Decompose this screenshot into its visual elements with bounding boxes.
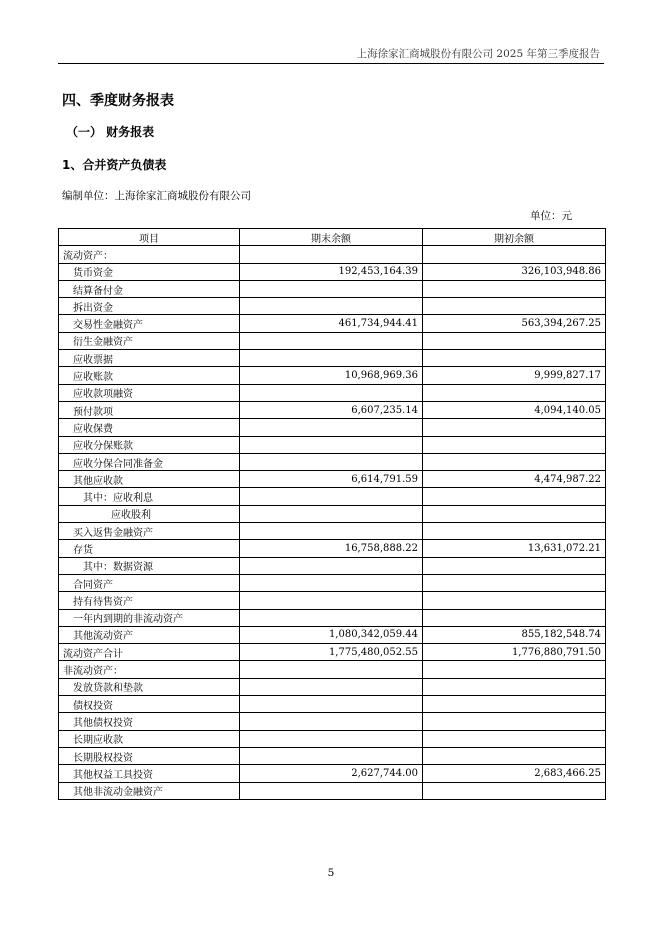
row-label: 其他债权投资	[59, 713, 240, 730]
beginning-balance-cell	[423, 713, 606, 730]
page-number: 5	[327, 867, 335, 879]
beginning-balance-cell	[423, 350, 606, 367]
header-divider	[58, 63, 604, 64]
row-label: 应收分保账款	[59, 436, 240, 453]
beginning-balance-cell	[423, 419, 606, 436]
ending-balance-cell	[240, 557, 423, 574]
row-label: 应收账款	[59, 367, 240, 384]
row-label: 其他应收款	[59, 471, 240, 488]
row-label: 拆出资金	[59, 298, 240, 315]
ending-balance-cell	[240, 350, 423, 367]
row-label: 流动资产：	[59, 246, 240, 263]
ending-balance-cell	[240, 436, 423, 453]
beginning-balance-cell	[423, 609, 606, 626]
ending-balance-cell	[240, 280, 423, 297]
table-row	[59, 782, 606, 799]
row-label: 债权投资	[59, 696, 240, 713]
table-body	[59, 246, 606, 800]
beginning-balance-cell	[423, 436, 606, 453]
beginning-balance-cell: 4,474,987.22	[423, 471, 606, 488]
ending-balance-cell	[240, 453, 423, 470]
table-row	[59, 523, 606, 540]
ending-balance-cell: 16,758,888.22	[240, 540, 423, 557]
beginning-balance-cell	[423, 730, 606, 747]
row-label: 应收保费	[59, 419, 240, 436]
beginning-balance-cell: 4,094,140.05	[423, 401, 606, 418]
beginning-balance-cell	[423, 246, 606, 263]
row-label: 发放贷款和垫款	[59, 678, 240, 695]
ending-balance-cell	[240, 609, 423, 626]
ending-balance-cell	[240, 678, 423, 695]
ending-balance-cell	[240, 384, 423, 401]
beginning-balance-cell: 9,999,827.17	[423, 367, 606, 384]
row-label: 存货	[59, 540, 240, 557]
ending-balance-cell	[240, 419, 423, 436]
column-header-ending-balance: 期末余额	[240, 229, 423, 246]
preparing-entity: 编制单位：上海徐家汇商城股份有限公司	[62, 190, 251, 202]
row-label: 应收款项融资	[59, 384, 240, 401]
column-header-beginning-balance: 期初余额	[423, 229, 606, 246]
row-label: 其他流动资产	[59, 626, 240, 643]
beginning-balance-cell	[423, 557, 606, 574]
row-label: 其中：数据资源	[59, 557, 240, 574]
beginning-balance-cell	[423, 298, 606, 315]
beginning-balance-cell	[423, 453, 606, 470]
beginning-balance-cell	[423, 505, 606, 522]
column-header-item: 项目	[59, 229, 240, 246]
ending-balance-cell: 2,627,744.00	[240, 765, 423, 782]
table-row	[59, 332, 606, 349]
row-label: 一年内到期的非流动资产	[59, 609, 240, 626]
ending-balance-cell	[240, 730, 423, 747]
ending-balance-cell: 1,080,342,059.44	[240, 626, 423, 643]
beginning-balance-cell	[423, 782, 606, 799]
beginning-balance-cell: 1,776,880,791.50	[423, 644, 606, 661]
beginning-balance-cell: 563,394,267.25	[423, 315, 606, 332]
row-label: 衍生金融资产	[59, 332, 240, 349]
table-row	[59, 626, 606, 643]
table-row	[59, 678, 606, 695]
beginning-balance-cell	[423, 332, 606, 349]
table-row	[59, 592, 606, 609]
table-row	[59, 453, 606, 470]
beginning-balance-cell: 13,631,072.21	[423, 540, 606, 557]
table-row	[59, 609, 606, 626]
row-label: 结算备付金	[59, 280, 240, 297]
row-label: 持有待售资产	[59, 592, 240, 609]
table-row	[59, 747, 606, 764]
ending-balance-cell	[240, 661, 423, 678]
row-label: 长期股权投资	[59, 747, 240, 764]
row-label: 货币资金	[59, 263, 240, 280]
ending-balance-cell	[240, 298, 423, 315]
table-row	[59, 298, 606, 315]
beginning-balance-cell	[423, 280, 606, 297]
beginning-balance-cell	[423, 523, 606, 540]
beginning-balance-cell: 855,182,548.74	[423, 626, 606, 643]
ending-balance-cell: 1,775,480,052.55	[240, 644, 423, 661]
table-row	[59, 644, 606, 661]
ending-balance-cell: 6,614,791.59	[240, 471, 423, 488]
table-row	[59, 263, 606, 280]
beginning-balance-cell	[423, 488, 606, 505]
ending-balance-cell	[240, 782, 423, 799]
row-label: 应收股利	[59, 505, 240, 522]
ending-balance-cell	[240, 505, 423, 522]
beginning-balance-cell	[423, 574, 606, 591]
section-heading: 四、季度财务报表	[62, 93, 174, 109]
subsection-heading: （一） 财务报表	[66, 125, 155, 139]
table-row	[59, 540, 606, 557]
beginning-balance-cell	[423, 661, 606, 678]
table-row	[59, 419, 606, 436]
currency-unit: 单位：元	[530, 210, 572, 222]
ending-balance-cell	[240, 332, 423, 349]
row-label: 其他非流动金融资产	[59, 782, 240, 799]
row-label: 非流动资产：	[59, 661, 240, 678]
row-label: 买入返售金融资产	[59, 523, 240, 540]
table-row	[59, 436, 606, 453]
beginning-balance-cell: 2,683,466.25	[423, 765, 606, 782]
ending-balance-cell	[240, 747, 423, 764]
row-label: 应收分保合同准备金	[59, 453, 240, 470]
beginning-balance-cell	[423, 678, 606, 695]
table-row	[59, 315, 606, 332]
ending-balance-cell	[240, 696, 423, 713]
row-label: 应收票据	[59, 350, 240, 367]
table-row	[59, 350, 606, 367]
table-row	[59, 505, 606, 522]
row-label: 预付款项	[59, 401, 240, 418]
row-label: 流动资产合计	[59, 644, 240, 661]
ending-balance-cell: 461,734,944.41	[240, 315, 423, 332]
balance-sheet-table	[58, 228, 606, 800]
table-row	[59, 713, 606, 730]
table-row	[59, 557, 606, 574]
ending-balance-cell	[240, 574, 423, 591]
report-header: 上海徐家汇商城股份有限公司 2025 年第三季度报告	[356, 48, 600, 60]
table-row	[59, 765, 606, 782]
table-row	[59, 384, 606, 401]
ending-balance-cell: 6,607,235.14	[240, 401, 423, 418]
row-label: 合同资产	[59, 574, 240, 591]
ending-balance-cell	[240, 488, 423, 505]
ending-balance-cell: 10,968,969.36	[240, 367, 423, 384]
ending-balance-cell	[240, 713, 423, 730]
row-label: 长期应收款	[59, 730, 240, 747]
table-row	[59, 696, 606, 713]
table-row	[59, 574, 606, 591]
row-label: 交易性金融资产	[59, 315, 240, 332]
table-row	[59, 367, 606, 384]
table-row	[59, 488, 606, 505]
ending-balance-cell: 192,453,164.39	[240, 263, 423, 280]
beginning-balance-cell	[423, 384, 606, 401]
table-row	[59, 246, 606, 263]
ending-balance-cell	[240, 246, 423, 263]
beginning-balance-cell: 326,103,948.86	[423, 263, 606, 280]
table-header-row	[59, 229, 606, 246]
ending-balance-cell	[240, 592, 423, 609]
table-row	[59, 471, 606, 488]
row-label: 其他权益工具投资	[59, 765, 240, 782]
table-row	[59, 730, 606, 747]
row-label: 其中：应收利息	[59, 488, 240, 505]
table-row	[59, 401, 606, 418]
ending-balance-cell	[240, 523, 423, 540]
beginning-balance-cell	[423, 696, 606, 713]
beginning-balance-cell	[423, 592, 606, 609]
table-row	[59, 661, 606, 678]
beginning-balance-cell	[423, 747, 606, 764]
table-row	[59, 280, 606, 297]
statement-title: 1、合并资产负债表	[62, 158, 167, 172]
